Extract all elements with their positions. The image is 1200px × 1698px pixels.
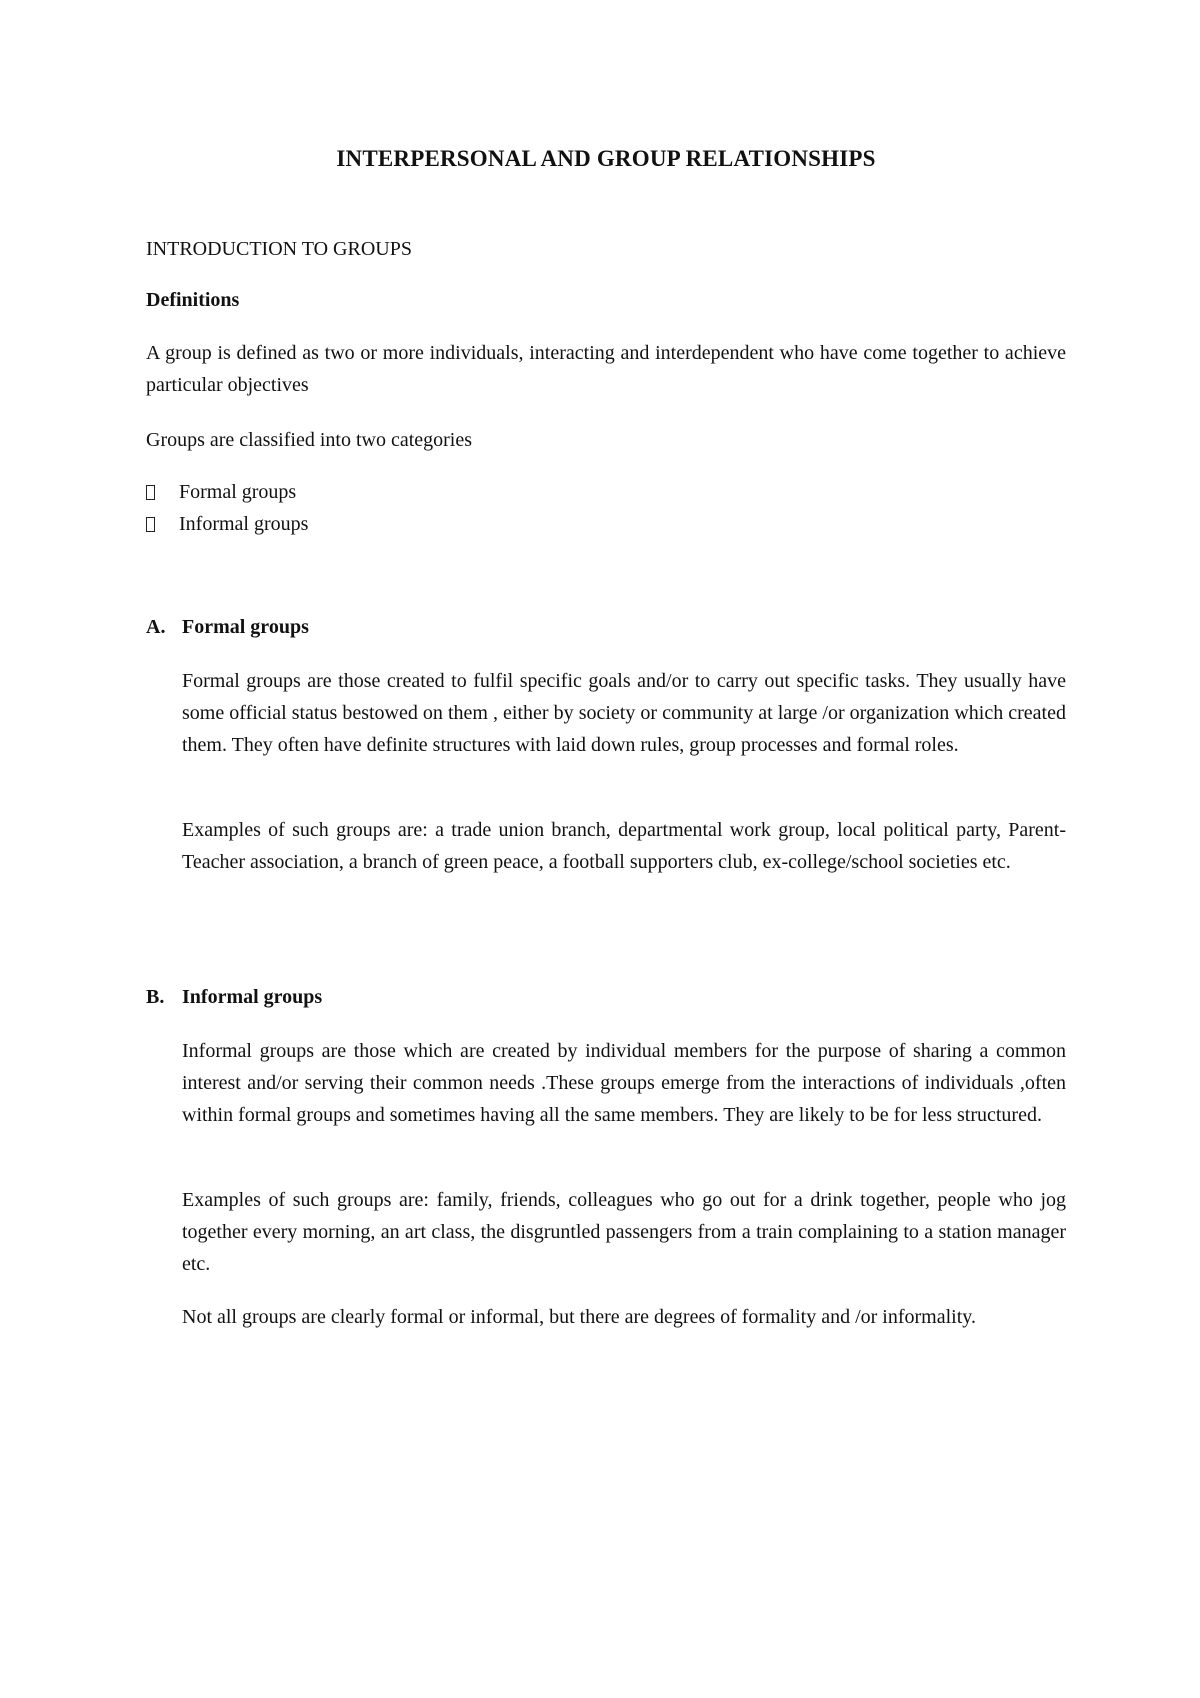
square-bullet-icon	[146, 517, 155, 532]
list-item-label: Formal groups	[179, 481, 297, 503]
category-list	[146, 476, 308, 540]
heading-text: Informal groups	[182, 986, 323, 1008]
informal-groups-paragraph: Informal groups are those which are created by individual members for the purpose of sharing a common interest and/or serving their common needs .These groups emerge from the interactions of individuals ,often within formal groups and sometimes having all the same members. They are likely to be for less structured.	[182, 1040, 1066, 1126]
informal-groups-heading	[146, 986, 322, 1009]
formality-note: Not all groups are clearly formal or informal, but there are degrees of formality and /or informality.	[182, 1306, 976, 1328]
formal-groups-paragraph: Formal groups are those created to fulfil specific goals and/or to carry out specific tasks. They usually have some official status bestowed on them , either by society or community at large /or organization which created them. They often have definite structures with laid down rules, group processes and formal roles.	[182, 670, 1066, 756]
section-heading: INTRODUCTION TO GROUPS	[146, 238, 412, 260]
document-title: INTERPERSONAL AND GROUP RELATIONSHIPS	[336, 146, 876, 171]
definition-paragraph: A group is defined as two or more individuals, interacting and interdependent who have come together to achieve particular objectives	[146, 342, 1066, 396]
square-bullet-icon	[146, 485, 155, 500]
list-item	[146, 476, 308, 508]
formal-groups-heading	[146, 616, 309, 639]
list-item-label: Informal groups	[179, 513, 309, 535]
definitions-heading: Definitions	[146, 289, 240, 311]
heading-letter: B.	[146, 986, 165, 1008]
heading-letter: A.	[146, 616, 166, 638]
heading-text: Formal groups	[182, 616, 309, 638]
formal-groups-examples: Examples of such groups are: a trade union branch, departmental work group, local political party, Parent-Teacher association, a branch of green peace, a football supporters club, ex-college/school societies etc.	[182, 819, 1066, 873]
informal-groups-examples: Examples of such groups are: family, friends, colleagues who go out for a drink together, people who jog together every morning, an art class, the disgruntled passengers from a train complaining to a station manager etc.	[182, 1189, 1066, 1275]
list-item	[146, 508, 308, 540]
classification-paragraph: Groups are classified into two categories	[146, 429, 473, 451]
